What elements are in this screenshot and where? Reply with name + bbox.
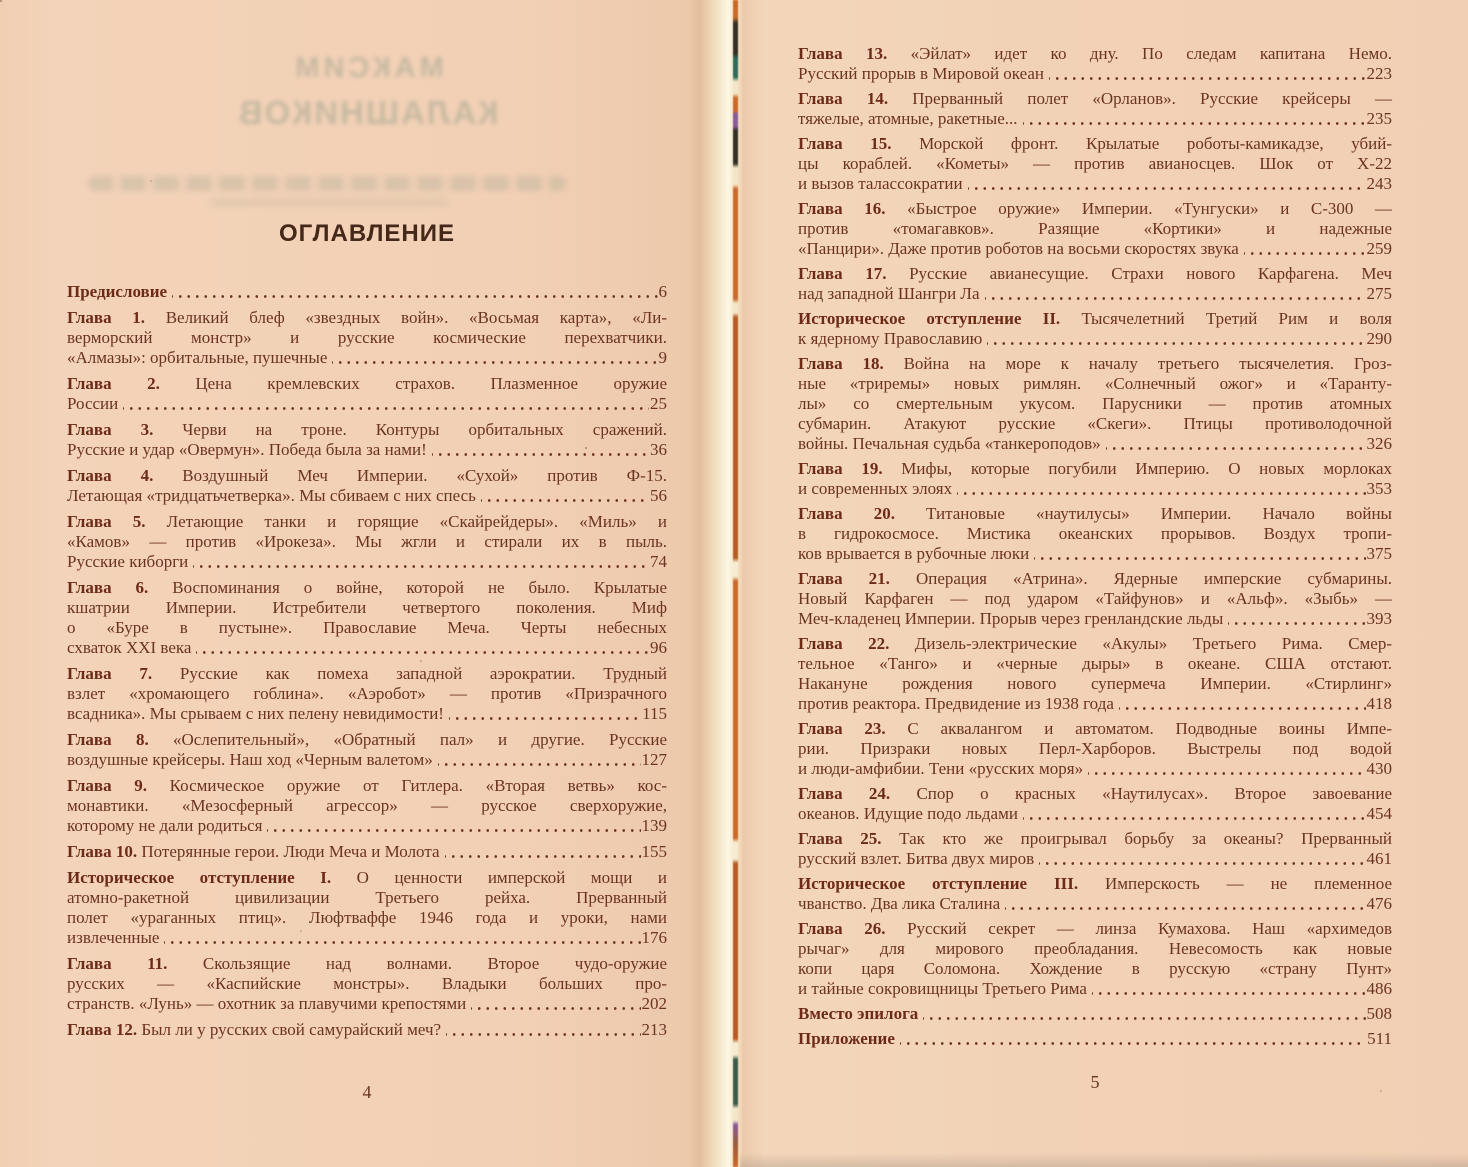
entry-text-line: Глава 14. Прерванный полет «Орланов». Русские крейсеры — (798, 89, 1392, 108)
entry-page-number: 454 (1366, 804, 1392, 823)
chapter-label: Глава 1. (67, 308, 146, 327)
chapter-label: Глава 11. (67, 954, 168, 973)
dot-leader (923, 1004, 1365, 1024)
entry-text: «Алмазы»: орбитальные, пушечные (67, 348, 328, 367)
entry-text-line: Глава 21. Операция «Атрина». Ядерные имперские субмарины. (798, 569, 1392, 588)
entry-page-number: 115 (642, 704, 667, 723)
toc-entry (798, 634, 1392, 714)
entry-last-line (67, 750, 667, 770)
entry-last-line (798, 109, 1392, 129)
dot-leader (968, 174, 1366, 194)
entry-page-number: 235 (1366, 109, 1392, 128)
entry-text: и люди-амфибии. Тени «русских моря» (798, 759, 1084, 778)
dot-leader (1106, 434, 1366, 454)
chapter-label: Историческое отступление II. (798, 309, 1061, 328)
dot-leader (985, 284, 1366, 304)
entry-last-line (67, 348, 667, 368)
toc-entry (798, 784, 1392, 824)
dot-leader (438, 750, 641, 770)
chapter-label: Приложение (798, 1029, 895, 1048)
entry-page-number: 275 (1366, 284, 1392, 303)
entry-page-number: 25 (650, 394, 667, 413)
toc-entry (67, 842, 667, 862)
chapter-label: Глава 26. (798, 919, 886, 938)
entry-page-number: 461 (1366, 849, 1392, 868)
entry-page-number: 243 (1366, 174, 1392, 193)
entry-text-line: рии. Призраки новых Перл-Харборов. Выстрелы под водой (798, 739, 1392, 758)
chapter-label: Глава 20. (798, 504, 895, 523)
dot-leader (196, 638, 649, 658)
toc-entry (798, 504, 1392, 564)
entry-text-line: Историческое отступление III. Имперскость — не племенное (798, 874, 1392, 893)
entry-text-line: ные «триремы» новых римлян. «Солнечный ожог» и «Таранту- (798, 374, 1392, 393)
entry-page-number: 176 (641, 928, 667, 947)
toc-entry (798, 199, 1392, 259)
entry-text-line: Глава 11. Скользящие над волнами. Второе чудо-оружие (67, 954, 667, 973)
dot-leader (123, 394, 649, 414)
entry-page-number: 36 (650, 440, 667, 459)
entry-page-number: 9 (658, 348, 667, 367)
entry-text-line: Глава 7. Русские как помеха западной аэрократии. Трудный (67, 664, 667, 683)
dot-leader (1023, 109, 1366, 129)
entry-last-line (798, 329, 1392, 349)
dot-leader (1092, 979, 1366, 999)
entry-last-line (798, 479, 1392, 499)
dot-leader (471, 994, 640, 1014)
entry-last-line (798, 759, 1392, 779)
entry-text-line: Глава 4. Воздушный Меч Империи. «Сухой» против Ф-15. (67, 466, 667, 485)
entry-text-line: Глава 18. Война на море к началу третьего тысячелетия. Гроз- (798, 354, 1392, 373)
toc-entry (67, 954, 667, 1014)
entry-text: чванство. Два лика Сталина (798, 894, 1001, 913)
entry-text-line: Глава 1. Великий блеф «звездных войн». «Восьмая карта», «Ли- (67, 308, 667, 327)
dot-leader (267, 816, 640, 836)
entry-text-line: Глава 26. Русский секрет — линза Кумахова. Наш «архимедов (798, 919, 1392, 938)
entry-last-line (67, 816, 667, 836)
entry-page-number: 155 (641, 842, 667, 861)
toc-entry (798, 1004, 1392, 1024)
chapter-label: Историческое отступление III. (798, 874, 1079, 893)
entry-text-line: Глава 17. Русские авианесущие. Страхи нового Карфагена. Меч (798, 264, 1392, 283)
page-right (735, 0, 1468, 1167)
ghost-title-line1: МАКСИМ (291, 52, 444, 84)
chapter-label: Глава 17. (798, 264, 887, 283)
entry-text-line: против «томагавков». Разящие «Кортики» и надежные (798, 219, 1392, 238)
entry-last-line (798, 979, 1392, 999)
dot-leader (432, 440, 649, 460)
toc-entry (67, 512, 667, 572)
entry-text: тяжелые, атомные, ракетные... (798, 109, 1018, 128)
toc-entries-right (798, 44, 1392, 1054)
dot-leader (481, 486, 649, 506)
toc-entry (67, 868, 667, 948)
page-number-left: 4 (362, 1082, 372, 1102)
entry-page-number: 418 (1366, 694, 1392, 713)
dot-leader (1244, 239, 1366, 259)
entry-page-number: 6 (658, 282, 667, 301)
entry-last-line (798, 1029, 1392, 1049)
entry-text-line: копи царя Соломона. Хождение в русскую «страну Пунт» (798, 959, 1392, 978)
entry-text: ков врывается в рубочные люки (798, 544, 1030, 563)
entry-last-line (67, 440, 667, 460)
chapter-label: Глава 14. (798, 89, 889, 108)
entry-last-line (798, 239, 1392, 259)
chapter-label: Глава 13. (798, 44, 888, 63)
dot-leader (1119, 694, 1366, 714)
toc-entry (798, 874, 1392, 914)
entry-last-line (798, 804, 1392, 824)
entry-text-line: Глава 9. Космическое оружие от Гитлера. «Вторая ветвь» кос- (67, 776, 667, 795)
entry-page-number: 353 (1366, 479, 1392, 498)
entry-text-line: Глава 2. Цена кремлевских страхов. Плазменное оружие (67, 374, 667, 393)
entry-text: Русские киборги (67, 552, 189, 571)
entry-text-line: Глава 25. Так кто же проигрывал борьбу за океаны? Прерванный (798, 829, 1392, 848)
entry-page-number: 375 (1366, 544, 1392, 563)
dot-leader (900, 1029, 1366, 1049)
dot-leader (332, 348, 657, 368)
entry-last-line (67, 928, 667, 948)
entry-text: извлеченные (67, 928, 160, 947)
toc-title: ОГЛАВЛЕНИЕ (278, 220, 456, 247)
toc-entry (67, 466, 667, 506)
entry-page-number: 508 (1366, 1004, 1392, 1023)
toc-entry (67, 282, 667, 302)
entry-page-number: 96 (650, 638, 667, 657)
dot-leader (957, 479, 1365, 499)
entry-last-line (798, 64, 1392, 84)
entry-text: Глава 10. Потерянные герои. Люди Меча и Молота (67, 842, 440, 861)
toc-entry (798, 459, 1392, 499)
toc-entry (798, 829, 1392, 869)
entry-text-line: русских — «Каспийские монстры». Владыки больших про- (67, 974, 667, 993)
chapter-label: Глава 3. (67, 420, 154, 439)
toc-entries-left (67, 282, 667, 1046)
entry-page-number: 511 (1367, 1029, 1392, 1048)
dot-leader (445, 842, 641, 862)
entry-text-line: Глава 16. «Быстрое оружие» Империи. «Тунгуски» и С-300 — (798, 199, 1392, 218)
entry-text-line: в гидрокосмосе. Мистика океанских прорывов. Воздух тропи- (798, 524, 1392, 543)
entry-text (798, 1004, 918, 1024)
entry-text-line: монавтики. «Мезосферный агрессор» — русское сверхоружие, (67, 796, 667, 815)
chapter-label: Глава 24. (798, 784, 891, 803)
entry-text-line: Глава 5. Летающие танки и горящие «Скайрейдеры». «Миль» и (67, 512, 667, 531)
entry-last-line (798, 1004, 1392, 1024)
chapter-label: Глава 8. (67, 730, 149, 749)
entry-text-line: Глава 6. Воспоминания о войне, которой не было. Крылатые (67, 578, 667, 597)
chapter-label: Глава 19. (798, 459, 883, 478)
entry-text: над западной Шангри Ла (798, 284, 980, 303)
entry-last-line (798, 609, 1392, 629)
entry-text: русский взлет. Битва двух миров (798, 849, 1035, 868)
entry-text-line: Историческое отступление I. О ценности имперской мощи и (67, 868, 667, 887)
entry-text: странств. «Лунь» — охотник за плавучими крепостями (67, 994, 467, 1013)
chapter-label: Глава 25. (798, 829, 882, 848)
chapter-label: Глава 21. (798, 569, 890, 588)
entry-text-line: Глава 15. Морской фронт. Крылатые роботы-камикадзе, убий- (798, 134, 1392, 153)
dot-leader (193, 552, 649, 572)
dot-leader (172, 282, 657, 302)
chapter-label: Предисловие (67, 282, 168, 301)
entry-text-line: цы кораблей. «Кометы» — против авианосцев. Шок от Х-22 (798, 154, 1392, 173)
toc-entry (798, 134, 1392, 194)
entry-text: Летающая «тридцатьчетверка». Мы сбиваем с них спесь (67, 486, 476, 505)
entry-last-line (67, 282, 667, 302)
entry-last-line (798, 694, 1392, 714)
toc-entry (798, 264, 1392, 304)
entry-text-line: Историческое отступление II. Тысячелетний Третий Рим и воля (798, 309, 1392, 328)
entry-text: которому не дали родиться (67, 816, 263, 835)
entry-page-number: 326 (1366, 434, 1392, 453)
chapter-label: Глава 2. (67, 374, 160, 393)
entry-text-line: верморский монстр» и русские космические перехватчики. (67, 328, 667, 347)
entry-text: к ядерному Православию (798, 329, 983, 348)
chapter-label: Глава 18. (798, 354, 884, 373)
entry-text: «Панцири». Даже против роботов на восьми скоростях звука (798, 239, 1239, 258)
entry-text-line: Глава 24. Спор о красных «Наутилусах». Второе завоевание (798, 784, 1392, 803)
dot-leader (1049, 64, 1365, 84)
entry-text-line: Глава 22. Дизель-электрические «Акулы» Третьего Рима. Смер- (798, 634, 1392, 653)
entry-page-number: 213 (641, 1020, 667, 1039)
toc-entry (67, 374, 667, 414)
dot-leader (1023, 804, 1366, 824)
entry-last-line (67, 1020, 667, 1040)
entry-text: войны. Печальная судьба «танкероподов» (798, 434, 1101, 453)
entry-text-line: лы» со смертельным укусом. Парусники — против атомных (798, 394, 1392, 413)
toc-entry (67, 308, 667, 368)
entry-text (798, 1029, 895, 1049)
entry-page-number: 202 (641, 994, 667, 1013)
toc-entry (798, 719, 1392, 779)
toc-entry (798, 354, 1392, 454)
entry-page-number: 139 (641, 816, 667, 835)
entry-text-line: взлет «хромающего гоблина». «Аэробот» — против «Призрачного (67, 684, 667, 703)
chapter-label: Глава 23. (798, 719, 886, 738)
entry-last-line (798, 174, 1392, 194)
dot-leader (446, 1020, 640, 1040)
ghost-subtitle-blob-2 (210, 198, 450, 207)
entry-text: Русский прорыв в Мировой океан (798, 64, 1045, 83)
entry-page-number: 223 (1366, 64, 1392, 83)
dot-leader (987, 329, 1365, 349)
ghost-title-line2: КАЛАШНИКОВ (236, 94, 499, 131)
entry-last-line (798, 284, 1392, 304)
toc-entry (798, 44, 1392, 84)
entry-page-number: 486 (1366, 979, 1392, 998)
entry-text: океанов. Идущие подо льдами (798, 804, 1018, 823)
entry-text-line: Глава 13. «Эйлат» идет ко дну. По следам капитана Немо. (798, 44, 1392, 63)
entry-page-number: 430 (1366, 759, 1392, 778)
entry-last-line (67, 486, 667, 506)
entry-text: и вызов талассократии (798, 174, 963, 193)
entry-text-line: Глава 23. С аквалангом и автоматом. Подводные воины Импе- (798, 719, 1392, 738)
entry-page-number: 74 (650, 552, 667, 571)
entry-text: и тайные сокровищницы Третьего Рима (798, 979, 1087, 998)
chapter-label: Глава 7. (67, 664, 153, 683)
ghost-showthrough-title (40, 52, 695, 132)
entry-page-number: 393 (1366, 609, 1392, 628)
entry-text-line: субмарин. Атакуют русские «Скеги». Птицы противолодочной (798, 414, 1392, 433)
entry-last-line (67, 704, 667, 724)
chapter-label: Глава 10. (67, 842, 138, 861)
toc-entry (67, 664, 667, 724)
chapter-label: Глава 15. (798, 134, 892, 153)
entry-last-line (67, 994, 667, 1014)
entry-text: воздушные крейсеры. Наш ход «Черным валетом» (67, 750, 433, 769)
entry-text-line: Глава 20. Титановые «наутилусы» Империи. Начало войны (798, 504, 1392, 523)
entry-page-number: 290 (1366, 329, 1392, 348)
entry-last-line (67, 638, 667, 658)
entry-text: схваток XXI века (67, 638, 192, 657)
toc-entry (798, 919, 1392, 999)
chapter-label: Историческое отступление I. (67, 868, 332, 887)
chapter-label: Глава 4. (67, 466, 154, 485)
toc-entry (67, 1020, 667, 1040)
entry-page-number: 127 (641, 750, 667, 769)
ghost-subtitle-blob (88, 176, 566, 191)
entry-text: Меч-кладенец Империи. Прорыв через гренландские льды (798, 609, 1224, 628)
entry-text-line: атомно-ракетной цивилизации Третьего рейха. Прерванный (67, 888, 667, 907)
entry-text-line: кшатрии Империи. Истребители четвертого поколения. Миф (67, 598, 667, 617)
entry-text-line: полет «ураганных птиц». Люфтваффе 1946 года и уроки, нами (67, 908, 667, 927)
entry-text: и современных элоях (798, 479, 953, 498)
entry-text: всадника». Мы срываем с них пелену невидимости! (67, 704, 444, 723)
chapter-label: Глава 16. (798, 199, 886, 218)
entry-last-line (67, 842, 667, 862)
entry-text-line: о «Буре в пустыне». Православие Меча. Черты небесных (67, 618, 667, 637)
toc-entry (798, 569, 1392, 629)
entry-text-line: Глава 19. Мифы, которые погубили Империю. О новых морлоках (798, 459, 1392, 478)
chapter-label: Глава 12. (67, 1020, 138, 1039)
dot-leader (1228, 609, 1365, 629)
entry-last-line (798, 544, 1392, 564)
entry-last-line (798, 434, 1392, 454)
entry-text-line: Накануне рождения нового супермеча Империи. «Стирлинг» (798, 674, 1392, 693)
entry-page-number: 56 (650, 486, 667, 505)
toc-entry (67, 578, 667, 658)
toc-entry (798, 89, 1392, 129)
dot-leader (1034, 544, 1365, 564)
chapter-label: Вместо эпилога (798, 1004, 919, 1023)
entry-last-line (67, 552, 667, 572)
entry-text: против реактора. Предвидение из 1938 года (798, 694, 1114, 713)
entry-text: России (67, 394, 119, 413)
toc-entry (67, 730, 667, 770)
toc-entry (798, 309, 1392, 349)
entry-last-line (67, 394, 667, 414)
entry-page-number: 476 (1366, 894, 1392, 913)
chapter-label: Глава 22. (798, 634, 890, 653)
toc-entry (67, 776, 667, 836)
entry-text-line: Новый Карфаген — под ударом «Тайфунов» и «Альф». «Зыбь» — (798, 589, 1392, 608)
entry-text (67, 282, 167, 302)
toc-entry (798, 1029, 1392, 1049)
entry-last-line (798, 894, 1392, 914)
chapter-label: Глава 9. (67, 776, 148, 795)
entry-text-line: Глава 3. Черви на троне. Контуры орбитальных сражений. (67, 420, 667, 439)
entry-last-line (798, 849, 1392, 869)
entry-text-line: Глава 8. «Ослепительный», «Обратный пал» и другие. Русские (67, 730, 667, 749)
entry-text-line: тельное «Танго» и «черные дыры» в океане. США отстают. (798, 654, 1392, 673)
dot-leader (1039, 849, 1365, 869)
page-number-right: 5 (1090, 1072, 1100, 1092)
dot-leader (1088, 759, 1365, 779)
chapter-label: Глава 6. (67, 578, 149, 597)
entry-text: Глава 12. Был ли у русских свой самурайский меч? (67, 1020, 442, 1039)
dot-leader (164, 928, 640, 948)
entry-text: Русские и удар «Овермун». Победа была за нами! (67, 440, 427, 459)
entry-text-line: рычаг» для мирового преобладания. Невесомость как новые (798, 939, 1392, 958)
entry-text-line: «Камов» — против «Ирокеза». Мы жгли и стирали их в пыль. (67, 532, 667, 551)
dot-leader (449, 704, 641, 724)
toc-entry (67, 420, 667, 460)
dot-leader (1005, 894, 1365, 914)
chapter-label: Глава 5. (67, 512, 146, 531)
entry-page-number: 259 (1366, 239, 1392, 258)
